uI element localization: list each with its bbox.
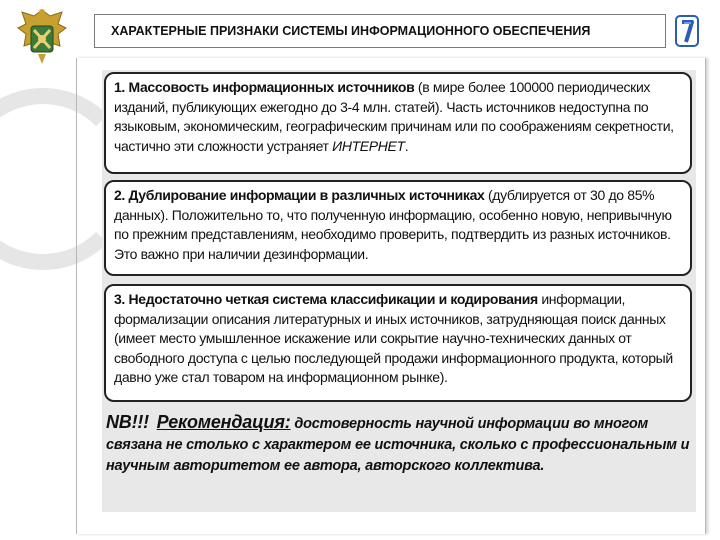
card-title: 2. Дублирование информации в различных источниках bbox=[114, 187, 485, 203]
card-duplication bbox=[104, 180, 692, 276]
slide-title: ХАРАКТЕРНЫЕ ПРИЗНАКИ СИСТЕМЫ ИНФОРМАЦИОННОГО ОБЕСПЕЧЕНИЯ bbox=[111, 24, 591, 38]
recommendation-block bbox=[106, 412, 694, 477]
coat-of-arms-emblem bbox=[14, 6, 70, 68]
card-text: (в мире более 100000 периодических изданий, публикующих ежегодно до 3-4 млн. статей). Часть источников недоступна по языковым, экономическим, географическим причинам или по соображениям секретности, частично эти сложности устраняет bbox=[114, 79, 674, 154]
card-mass-sources bbox=[104, 72, 692, 174]
recommendation-text: достоверность научной информации во многом связана не столько с характером ее источника, сколько с профессиональным и научным авторитетом ее автора, авторского коллектива. bbox=[106, 416, 690, 474]
card-title: 3. Недостаточно четкая система классификации и кодирования bbox=[114, 291, 538, 307]
institution-logo-icon bbox=[674, 14, 700, 48]
card-classification bbox=[104, 284, 692, 402]
recommendation-label: Рекомендация: bbox=[156, 412, 291, 432]
card-title: 1. Массовость информационных источников bbox=[114, 79, 415, 95]
card-text: (дублируется от 30 до 85% данных). Положительно то, что полученную информацию, особенно новую, непривычную по прежним представлениям, необходимо проверить, подтвердить из разных источников. Это важно при наличии дезинформации. bbox=[114, 187, 672, 262]
card-tail: . bbox=[404, 137, 409, 154]
nb-mark: NB!!! bbox=[106, 412, 149, 432]
slide-header bbox=[94, 14, 666, 48]
card-text: информации, формализации описания литературных и иных источников, затрудняющая поиск данных (имеет место умышленное искажение или сокрытие научно-технических данных от свободного доступа с целью последующей продажи информационного продукта, который давно уже стал товаром на информационном рынке). bbox=[114, 291, 673, 385]
card-emphasis: ИНТЕРНЕТ bbox=[332, 137, 405, 154]
